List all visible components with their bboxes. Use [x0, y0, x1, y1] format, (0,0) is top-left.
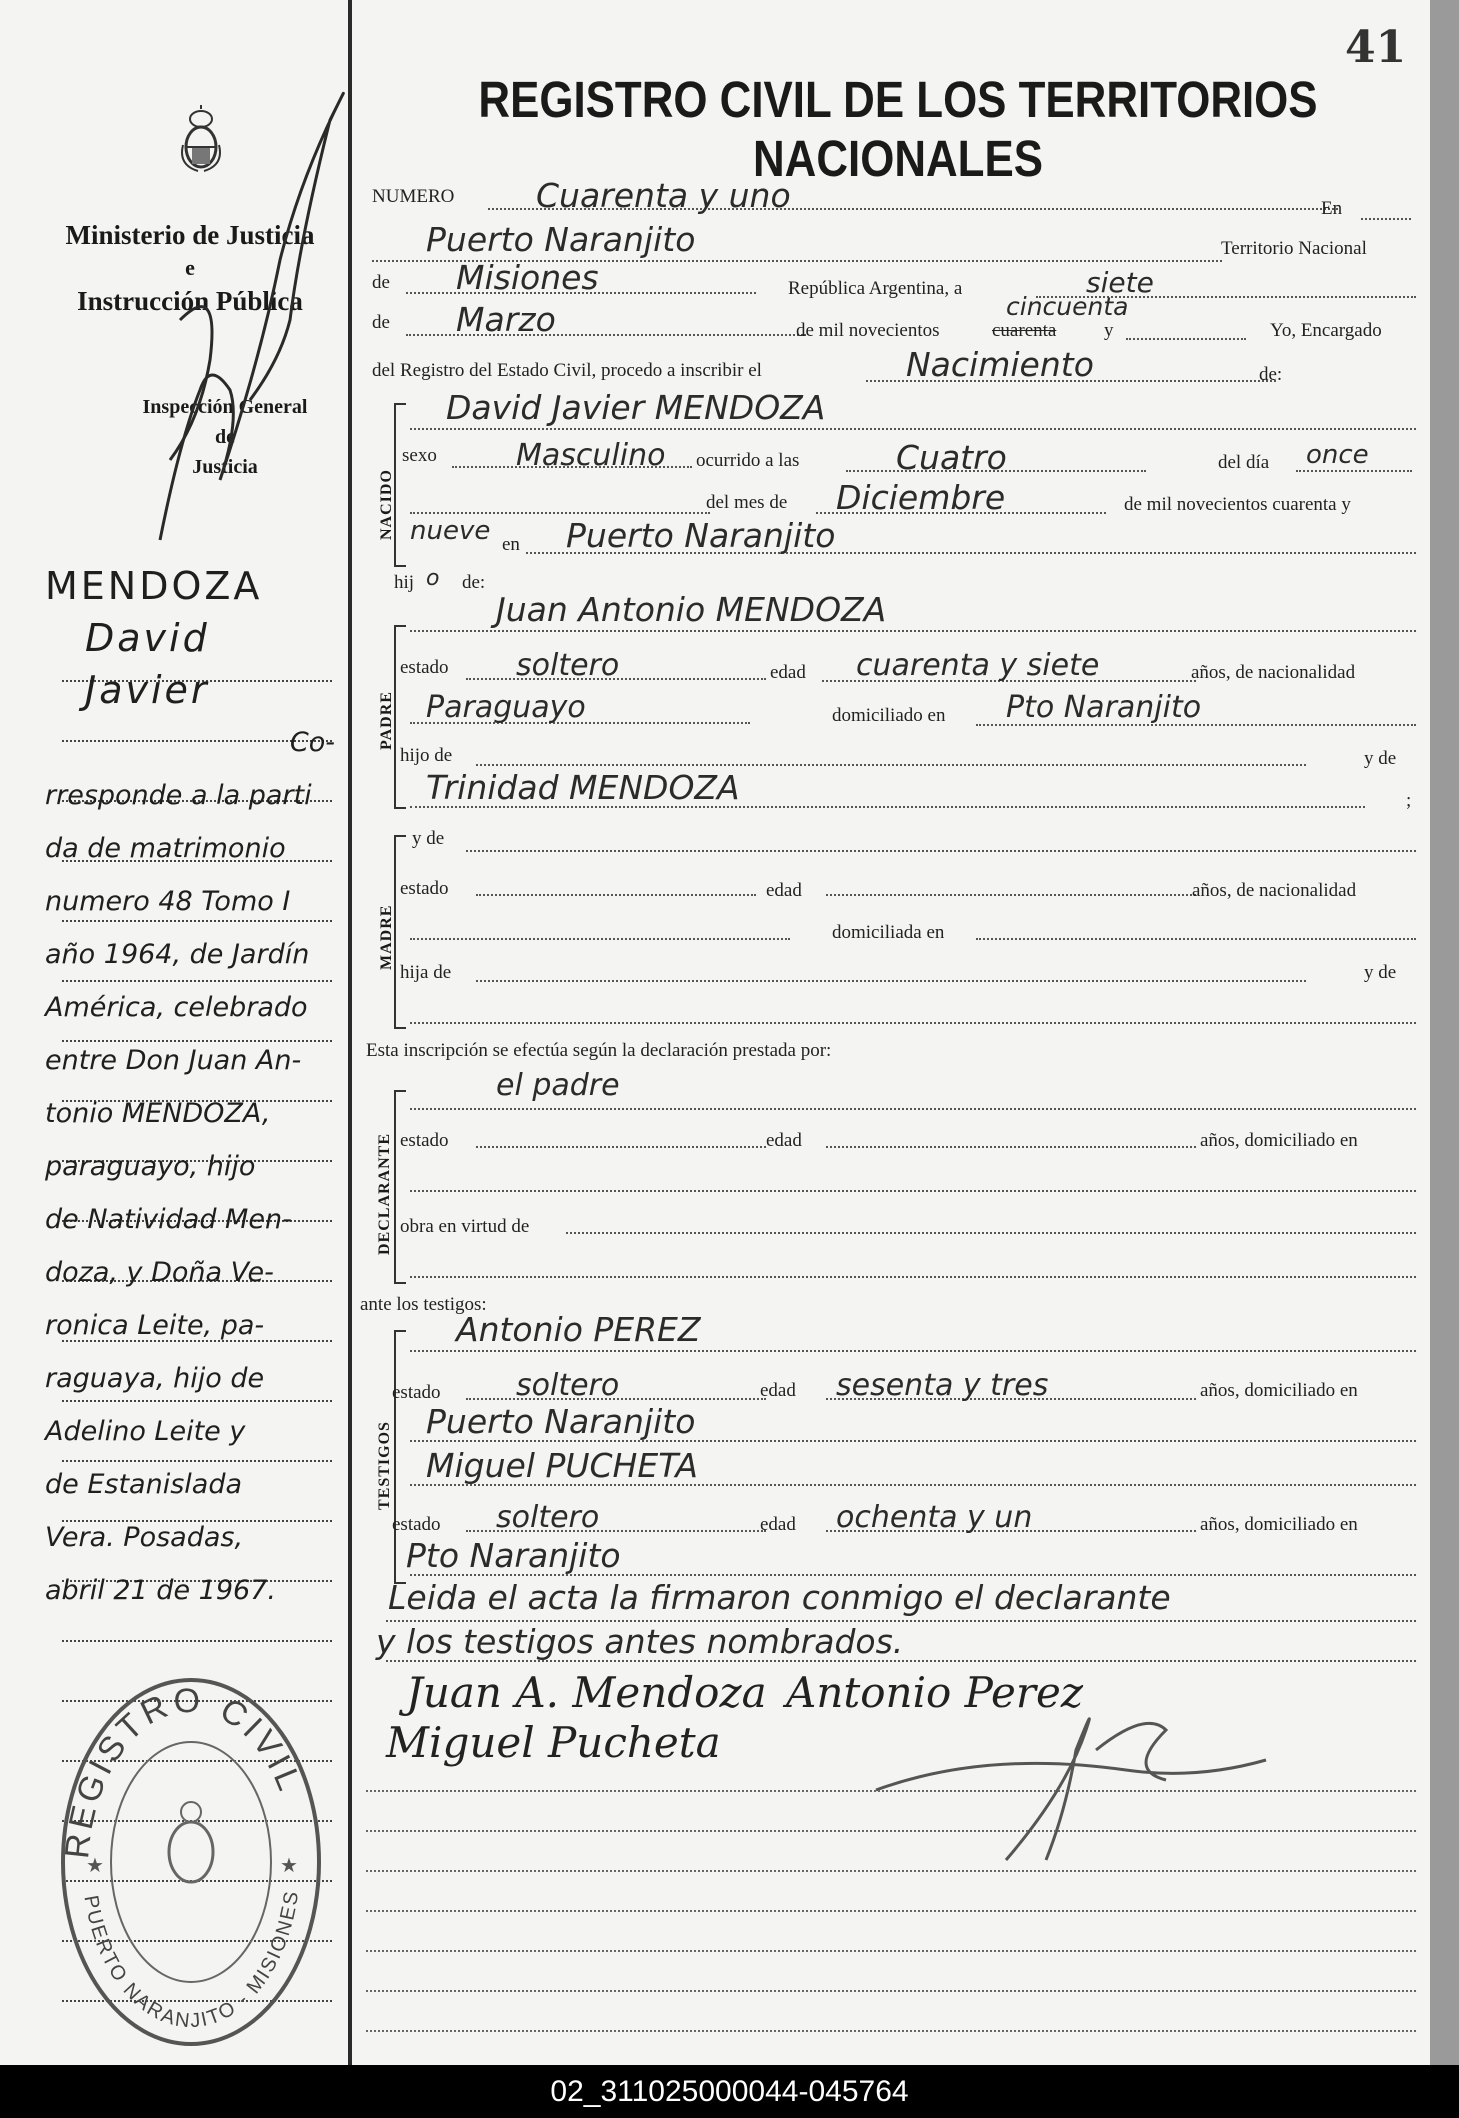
blank-line — [366, 1910, 1416, 1912]
field-line — [410, 630, 1416, 632]
field-line — [1361, 218, 1411, 220]
label-inscripcion: Esta inscripción se efectúa según la declaración prestada por: — [366, 1040, 832, 1061]
value-hij-suffix: o — [426, 566, 440, 591]
margin-line: de Estanislada — [45, 1469, 243, 1500]
column-divider — [348, 0, 352, 2065]
value-mes-nac: Diciembre — [836, 478, 1006, 517]
value-t1-domicilio: Puerto Naranjito — [426, 1402, 696, 1441]
label-t2-anios: años, domiciliado en — [1200, 1514, 1358, 1535]
label-testigos-intro: ante los testigos: — [360, 1294, 487, 1315]
margin-line: paraguayo, hijo — [45, 1151, 256, 1182]
blank-line — [366, 1950, 1416, 1952]
margin-line: Adelino Leite y — [45, 1416, 246, 1447]
label-hijo-de: hijo de — [400, 745, 453, 766]
svg-text:★: ★ — [280, 1853, 298, 1877]
label-hij: hij — [394, 572, 415, 593]
label-de4: de: — [462, 572, 486, 593]
signature-2: Antonio Perez — [786, 1668, 1083, 1717]
label-ocurrido: ocurrido a las — [696, 450, 800, 471]
scan-edge — [1430, 0, 1459, 2065]
label-encargado: Yo, Encargado — [1270, 320, 1382, 341]
registry-form — [360, 0, 1416, 2065]
label-domiciliado: domiciliado en — [832, 705, 946, 726]
value-cierre1: Leida el acta la firmaron conmigo el declarante — [388, 1578, 1171, 1617]
label-obra: obra en virtud de — [400, 1216, 530, 1237]
value-sexo: Masculino — [516, 438, 666, 473]
document-title: REGISTRO CIVIL DE LOS TERRITORIOS NACIONALES — [478, 71, 1318, 187]
margin-given2: Javier — [85, 668, 210, 712]
field-line — [410, 938, 790, 940]
field-line — [410, 1276, 1416, 1278]
label-madre-edad: edad — [766, 880, 802, 901]
label-en: En — [1321, 198, 1343, 219]
margin-annotation — [45, 560, 335, 1617]
value-declarante: el padre — [496, 1068, 620, 1103]
label-decl-edad: edad — [766, 1130, 802, 1151]
label-declarante: DECLARANTE — [376, 1132, 393, 1255]
label-de: de — [372, 272, 390, 293]
field-line — [976, 938, 1416, 940]
blank-line — [366, 1870, 1416, 1872]
label-territorio: Territorio Nacional — [1221, 238, 1367, 259]
value-localidad: Puerto Naranjito — [426, 220, 696, 259]
testigos-bracket — [394, 1330, 406, 1584]
label-en2: en — [502, 534, 520, 555]
value-padre-edad: cuarenta y siete — [856, 648, 1100, 683]
value-numero: Cuarenta y uno — [536, 176, 791, 215]
field-line — [826, 894, 1196, 896]
label-de3: de: — [1259, 364, 1283, 385]
value-lugar-nac: Puerto Naranjito — [566, 516, 836, 555]
scan-id-bar: 02_311025000044-045764 — [0, 2065, 1459, 2118]
margin-line: doza, y Doña Ve- — [45, 1257, 274, 1288]
field-line — [410, 1108, 1416, 1110]
label-padre: PADRE — [378, 691, 395, 750]
label-cuarenta-struck: cuarenta — [992, 320, 1057, 341]
label-semicolon: ; — [1406, 790, 1412, 811]
value-t2-estado: soltero — [496, 1500, 600, 1535]
value-t2-domicilio: Pto Naranjito — [406, 1536, 621, 1575]
margin-line: numero 48 Tomo I — [45, 886, 291, 917]
value-hora: Cuatro — [896, 438, 1007, 477]
margin-line: año 1964, de Jardín — [45, 939, 310, 970]
label-numero: NUMERO — [372, 186, 455, 207]
margin-given1: David — [85, 616, 210, 660]
seal-bottom-text: PUERTO NARANJITO - MISIONES — [79, 1888, 304, 2033]
label-madre-anios: años, de nacionalidad — [1192, 880, 1357, 901]
svg-text:★: ★ — [86, 1853, 104, 1877]
seal-top-text: REGISTRO CIVIL — [58, 1681, 310, 1861]
label-t2-estado: estado — [392, 1514, 441, 1535]
label-domiciliada: domiciliada en — [832, 922, 945, 943]
field-line — [410, 1022, 1416, 1024]
margin-line: da de matrimonio — [45, 833, 286, 864]
label-republica: República Argentina, a — [788, 278, 963, 299]
field-line — [410, 428, 1416, 430]
label-mil: de mil novecientos — [796, 320, 940, 341]
label-madre-y-de: y de — [1364, 962, 1397, 983]
margin-line: América, celebrado — [45, 992, 308, 1023]
margin-line: Vera. Posadas, — [45, 1522, 244, 1553]
value-dia-nac: once — [1306, 440, 1369, 470]
value-cierre2: y los testigos antes nombrados. — [376, 1622, 904, 1661]
field-line — [566, 1232, 1416, 1234]
ministry-line3: Instrucción Pública — [77, 286, 303, 316]
label-t1-estado: estado — [392, 1382, 441, 1403]
margin-line: abril 21 de 1967. — [45, 1575, 276, 1606]
value-territorio: Misiones — [456, 258, 599, 297]
declarante-bracket — [394, 1090, 406, 1284]
inspection-line2: de — [215, 426, 235, 448]
label-y-de-madre: y de — [412, 828, 445, 849]
field-line — [476, 980, 1306, 982]
label-decl-estado: estado — [400, 1130, 449, 1151]
signature-1: Juan A. Mendoza — [406, 1668, 767, 1717]
ministry-line1: Ministerio de Justicia — [65, 220, 315, 250]
field-line — [410, 512, 710, 514]
value-anio-nac: nueve — [410, 516, 491, 546]
inspection-line1: Inspección General — [142, 396, 308, 418]
value-dia: siete — [1086, 266, 1154, 299]
value-t1-estado: soltero — [516, 1368, 620, 1403]
margin-line: de Natividad Men- — [45, 1204, 292, 1235]
page-number: 41 — [1345, 22, 1407, 73]
label-edad: edad — [770, 662, 806, 683]
label-t1-edad: edad — [760, 1380, 796, 1401]
label-testigos: TESTIGOS — [376, 1421, 393, 1510]
margin-signature-scribble — [140, 60, 360, 560]
label-anios-dom: años, domiciliado en — [1200, 1130, 1358, 1151]
svg-text:REGISTRO CIVIL — [58, 1682, 310, 1861]
field-line — [476, 1146, 766, 1148]
value-t2-edad: ochenta y un — [836, 1500, 1033, 1535]
value-t1-edad: sesenta y tres — [836, 1368, 1049, 1403]
value-anio: cincuenta — [1006, 292, 1129, 321]
margin-line: rresponde a la parti — [45, 780, 312, 811]
label-t1-anios: años, domiciliado en — [1200, 1380, 1358, 1401]
signature-3: Miguel Pucheta — [386, 1718, 721, 1767]
label-hija-de: hija de — [400, 962, 452, 983]
field-line — [466, 850, 1416, 852]
label-madre: MADRE — [378, 904, 395, 970]
blank-line — [366, 2030, 1416, 2032]
label-t2-edad: edad — [760, 1514, 796, 1535]
label-del-mes: del mes de — [706, 492, 788, 513]
field-line — [476, 764, 1306, 766]
label-y: y — [1104, 320, 1114, 341]
blank-line — [366, 1830, 1416, 1832]
value-padre-nacionalidad: Paraguayo — [426, 690, 586, 725]
value-nombre: David Javier MENDOZA — [446, 388, 826, 427]
value-padre-estado: soltero — [516, 648, 620, 683]
value-padre-domicilio: Pto Naranjito — [1006, 690, 1202, 725]
value-acto: Nacimiento — [906, 345, 1094, 384]
field-line — [1126, 338, 1246, 340]
margin-line: entre Don Juan An- — [45, 1045, 302, 1076]
registry-seal-stamp — [58, 1672, 324, 2052]
label-mil2: de mil novecientos cuarenta y — [1124, 494, 1351, 515]
label-estado: estado — [400, 657, 449, 678]
blank-line — [366, 1790, 1416, 1792]
field-line — [410, 1190, 1416, 1192]
label-madre-estado: estado — [400, 878, 449, 899]
label-del-dia: del día — [1218, 452, 1270, 473]
label-nacido: NACIDO — [378, 469, 395, 540]
field-line — [826, 1146, 1196, 1148]
label-y-de: y de — [1364, 748, 1397, 769]
margin-line: ronica Leite, pa- — [45, 1310, 265, 1341]
margin-surname: MENDOZA — [45, 564, 263, 608]
margin-line: Co- — [289, 727, 335, 758]
ministry-line2: e — [185, 255, 195, 280]
label-de2: de — [372, 312, 390, 333]
field-line — [1296, 470, 1412, 472]
value-padre-nombre: Juan Antonio MENDOZA — [496, 590, 887, 629]
value-padre-madre: Trinidad MENDOZA — [426, 768, 740, 807]
label-del-registro: del Registro del Estado Civil, procedo a inscribir el — [372, 360, 762, 381]
label-anios-nac: años, de nacionalidad — [1191, 662, 1356, 683]
left-margin — [0, 0, 340, 2065]
value-testigo2: Miguel PUCHETA — [426, 1446, 698, 1485]
registrar-signature-scribble — [866, 1690, 1286, 1870]
margin-line: raguaya, hijo de — [45, 1363, 265, 1394]
inspection-line3: Justicia — [192, 456, 258, 478]
field-line — [476, 894, 756, 896]
label-sexo: sexo — [402, 445, 437, 466]
value-testigo1: Antonio PEREZ — [456, 1310, 701, 1349]
margin-line: tonio MENDOZA, — [45, 1098, 271, 1129]
blank-line — [366, 1990, 1416, 1992]
field-line — [410, 1350, 1416, 1352]
svg-text:PUERTO NARANJITO - MISIONES — [79, 1888, 303, 2032]
value-mes: Marzo — [456, 300, 556, 339]
